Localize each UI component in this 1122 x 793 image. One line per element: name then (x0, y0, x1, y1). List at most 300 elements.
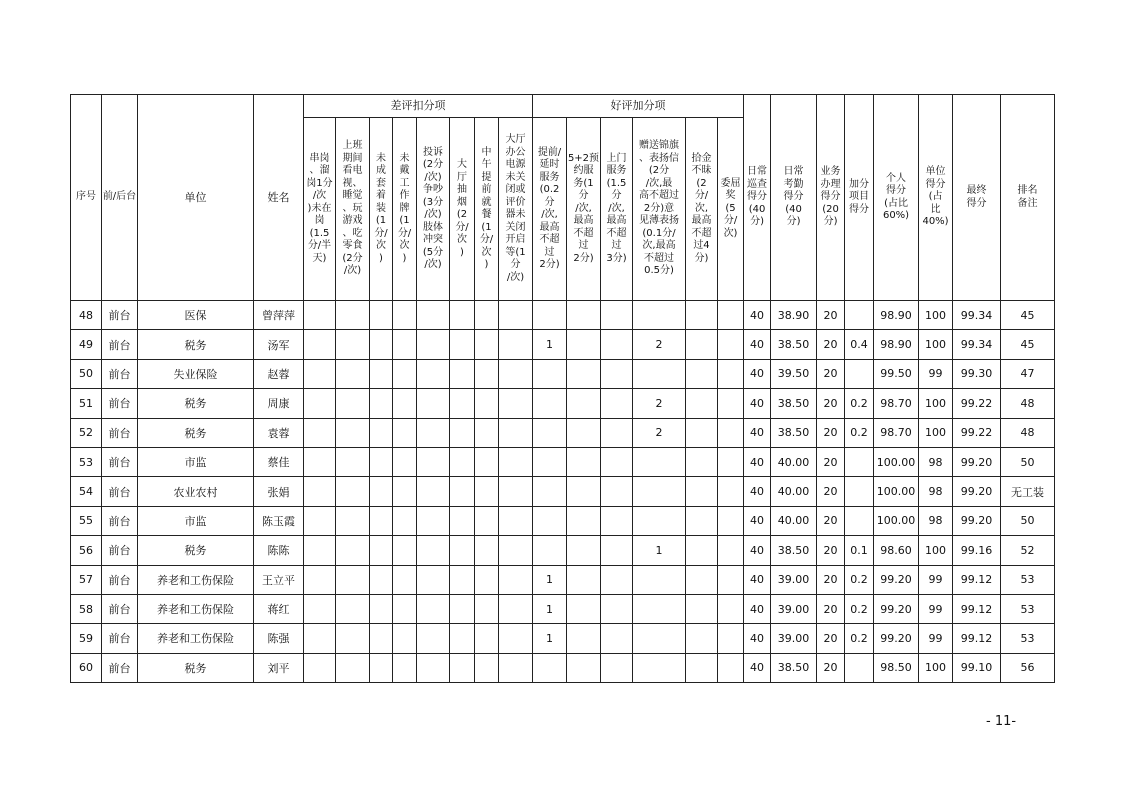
cell-bonus-pennant (633, 565, 686, 594)
cell-bonus-pennant (633, 477, 686, 506)
cell-front-back: 前台 (102, 330, 138, 359)
cell-seq: 57 (71, 565, 102, 594)
cell-penalty (393, 506, 417, 535)
cell-penalty (499, 301, 533, 330)
header-bonus-points: 加分 项目 得分 (845, 95, 874, 301)
header-unit: 单位 (138, 95, 254, 301)
cell-penalty (417, 477, 450, 506)
cell-penalty (304, 565, 336, 594)
table-row (71, 624, 1055, 653)
cell-personal-score: 98.70 (874, 389, 919, 418)
cell-seq: 53 (71, 447, 102, 476)
cell-personal-score: 98.90 (874, 301, 919, 330)
cell-bonus-points (845, 506, 874, 535)
cell-penalty (417, 301, 450, 330)
cell-penalty (304, 418, 336, 447)
cell-penalty (370, 506, 393, 535)
cell-bonus-early-late (533, 301, 567, 330)
cell-bonus (567, 536, 601, 565)
cell-bonus (718, 359, 744, 388)
cell-seq: 59 (71, 624, 102, 653)
cell-daily-attendance: 40.00 (771, 506, 817, 535)
cell-daily-patrol: 40 (744, 624, 771, 653)
cell-bonus (601, 653, 633, 682)
cell-bonus (601, 418, 633, 447)
cell-bonus (567, 477, 601, 506)
cell-final-score: 99.12 (953, 565, 1001, 594)
cell-bonus-points: 0.4 (845, 330, 874, 359)
cell-penalty (336, 506, 370, 535)
cell-bonus (718, 447, 744, 476)
cell-bonus (718, 624, 744, 653)
cell-unit-score: 100 (919, 330, 953, 359)
cell-business: 20 (817, 536, 845, 565)
table-row (71, 477, 1055, 506)
cell-penalty (393, 624, 417, 653)
table-row (71, 536, 1055, 565)
cell-bonus-pennant (633, 594, 686, 623)
cell-bonus (567, 301, 601, 330)
cell-daily-attendance: 39.00 (771, 565, 817, 594)
cell-personal-score: 100.00 (874, 477, 919, 506)
cell-seq: 55 (71, 506, 102, 535)
cell-rank: 50 (1001, 506, 1055, 535)
cell-seq: 49 (71, 330, 102, 359)
cell-daily-attendance: 38.50 (771, 536, 817, 565)
cell-bonus-pennant (633, 624, 686, 653)
cell-penalty (370, 653, 393, 682)
cell-daily-attendance: 38.50 (771, 389, 817, 418)
cell-daily-attendance: 40.00 (771, 447, 817, 476)
cell-unit: 市监 (138, 506, 254, 535)
cell-penalty (417, 359, 450, 388)
cell-bonus-early-late (533, 536, 567, 565)
cell-penalty (304, 389, 336, 418)
table-row (71, 301, 1055, 330)
cell-penalty (475, 506, 499, 535)
cell-bonus-pennant (633, 301, 686, 330)
cell-personal-score: 99.20 (874, 624, 919, 653)
cell-personal-score: 98.60 (874, 536, 919, 565)
cell-unit: 税务 (138, 330, 254, 359)
cell-penalty (499, 389, 533, 418)
cell-penalty (450, 359, 475, 388)
cell-name: 蒋红 (254, 594, 304, 623)
header-daily-patrol: 日常 巡查 得分 (40 分) (744, 95, 771, 301)
cell-final-score: 99.16 (953, 536, 1001, 565)
cell-name: 袁蓉 (254, 418, 304, 447)
cell-unit: 养老和工伤保险 (138, 624, 254, 653)
cell-penalty (304, 330, 336, 359)
cell-bonus (601, 565, 633, 594)
cell-bonus (686, 565, 718, 594)
cell-penalty (393, 565, 417, 594)
cell-penalty (304, 447, 336, 476)
cell-front-back: 前台 (102, 301, 138, 330)
cell-bonus (686, 301, 718, 330)
cell-penalty (370, 536, 393, 565)
cell-penalty (417, 506, 450, 535)
header-bonus-group: 好评加分项 (533, 95, 744, 118)
cell-bonus-early-late (533, 359, 567, 388)
cell-bonus (567, 389, 601, 418)
cell-penalty (499, 447, 533, 476)
cell-front-back: 前台 (102, 359, 138, 388)
cell-business: 20 (817, 301, 845, 330)
cell-bonus-early-late: 1 (533, 330, 567, 359)
header-penalty-item: 串岗 、溜 岗1分 /次 )未在 岗 (1.5 分/半 天) (304, 118, 336, 301)
cell-penalty (417, 565, 450, 594)
cell-penalty (393, 477, 417, 506)
cell-penalty (393, 389, 417, 418)
cell-penalty (475, 565, 499, 594)
cell-penalty (475, 594, 499, 623)
cell-bonus (686, 359, 718, 388)
cell-penalty (475, 653, 499, 682)
header-penalty-item: 大 厅 抽 烟 (2 分/ 次 ) (450, 118, 475, 301)
header-bonus-item: 委屈 奖 (5 分/ 次) (718, 118, 744, 301)
header-bonus-item: 提前/ 延时 服务 (0.2 分 /次, 最高 不超 过 2分) (533, 118, 567, 301)
cell-penalty (475, 477, 499, 506)
cell-penalty (336, 536, 370, 565)
cell-penalty (336, 594, 370, 623)
cell-unit: 养老和工伤保险 (138, 565, 254, 594)
cell-bonus (601, 301, 633, 330)
cell-bonus (686, 653, 718, 682)
cell-penalty (417, 594, 450, 623)
cell-daily-patrol: 40 (744, 330, 771, 359)
cell-rank: 53 (1001, 594, 1055, 623)
cell-bonus-early-late: 1 (533, 594, 567, 623)
cell-penalty (393, 594, 417, 623)
cell-penalty (417, 418, 450, 447)
cell-unit-score: 100 (919, 653, 953, 682)
cell-penalty (393, 301, 417, 330)
cell-seq: 50 (71, 359, 102, 388)
cell-penalty (370, 447, 393, 476)
cell-penalty (393, 330, 417, 359)
cell-personal-score: 99.50 (874, 359, 919, 388)
cell-personal-score: 98.90 (874, 330, 919, 359)
cell-bonus-points: 0.2 (845, 389, 874, 418)
cell-bonus (686, 330, 718, 359)
cell-name: 曾萍萍 (254, 301, 304, 330)
cell-penalty (499, 624, 533, 653)
cell-penalty (370, 624, 393, 653)
header-penalty-group: 差评扣分项 (304, 95, 533, 118)
cell-seq: 51 (71, 389, 102, 418)
cell-final-score: 99.10 (953, 653, 1001, 682)
cell-name: 刘平 (254, 653, 304, 682)
cell-rank: 47 (1001, 359, 1055, 388)
cell-front-back: 前台 (102, 477, 138, 506)
cell-unit-score: 100 (919, 301, 953, 330)
cell-penalty (450, 653, 475, 682)
cell-rank: 45 (1001, 301, 1055, 330)
cell-penalty (499, 477, 533, 506)
cell-penalty (475, 418, 499, 447)
header-rank: 排名 备注 (1001, 95, 1055, 301)
cell-name: 陈强 (254, 624, 304, 653)
cell-penalty (499, 653, 533, 682)
cell-unit-score: 99 (919, 359, 953, 388)
cell-unit: 税务 (138, 418, 254, 447)
table-row (71, 330, 1055, 359)
header-name: 姓名 (254, 95, 304, 301)
cell-penalty (499, 565, 533, 594)
cell-daily-attendance: 39.50 (771, 359, 817, 388)
cell-unit: 税务 (138, 653, 254, 682)
cell-business: 20 (817, 359, 845, 388)
cell-unit: 农业农村 (138, 477, 254, 506)
cell-penalty (336, 447, 370, 476)
cell-penalty (450, 447, 475, 476)
cell-bonus (567, 447, 601, 476)
cell-bonus-pennant: 2 (633, 389, 686, 418)
cell-penalty (370, 389, 393, 418)
cell-final-score: 99.34 (953, 330, 1001, 359)
cell-daily-attendance: 39.00 (771, 594, 817, 623)
cell-daily-attendance: 40.00 (771, 477, 817, 506)
cell-daily-patrol: 40 (744, 447, 771, 476)
cell-penalty (304, 301, 336, 330)
cell-final-score: 99.20 (953, 447, 1001, 476)
cell-business: 20 (817, 624, 845, 653)
cell-unit-score: 99 (919, 565, 953, 594)
cell-rank: 无工装 (1001, 477, 1055, 506)
cell-penalty (304, 506, 336, 535)
cell-penalty (370, 301, 393, 330)
table-row (71, 359, 1055, 388)
table-row (71, 389, 1055, 418)
header-bonus-item: 拾金 不昧 (2 分/ 次, 最高 不超 过4 分) (686, 118, 718, 301)
cell-bonus-points: 0.2 (845, 565, 874, 594)
cell-bonus (601, 389, 633, 418)
header-daily-attendance: 日常 考勤 得分 (40 分) (771, 95, 817, 301)
cell-bonus (567, 330, 601, 359)
cell-bonus (601, 477, 633, 506)
cell-unit: 税务 (138, 536, 254, 565)
cell-bonus-pennant: 2 (633, 418, 686, 447)
cell-bonus (601, 447, 633, 476)
cell-bonus-points: 0.2 (845, 594, 874, 623)
cell-penalty (450, 594, 475, 623)
cell-bonus (718, 418, 744, 447)
cell-penalty (304, 624, 336, 653)
cell-final-score: 99.34 (953, 301, 1001, 330)
cell-unit-score: 98 (919, 477, 953, 506)
cell-bonus-points: 0.1 (845, 536, 874, 565)
cell-bonus-pennant (633, 447, 686, 476)
cell-penalty (336, 418, 370, 447)
cell-penalty (304, 359, 336, 388)
cell-name: 陈陈 (254, 536, 304, 565)
cell-bonus (686, 447, 718, 476)
cell-name: 赵蓉 (254, 359, 304, 388)
cell-daily-patrol: 40 (744, 506, 771, 535)
cell-unit-score: 99 (919, 594, 953, 623)
cell-penalty (336, 565, 370, 594)
cell-personal-score: 100.00 (874, 506, 919, 535)
cell-penalty (370, 594, 393, 623)
cell-daily-patrol: 40 (744, 359, 771, 388)
cell-daily-patrol: 40 (744, 418, 771, 447)
cell-bonus (567, 359, 601, 388)
cell-bonus-early-late (533, 418, 567, 447)
cell-bonus (718, 301, 744, 330)
cell-penalty (370, 330, 393, 359)
cell-front-back: 前台 (102, 565, 138, 594)
cell-penalty (336, 389, 370, 418)
header-seq: 序号 (71, 95, 102, 301)
cell-daily-patrol: 40 (744, 536, 771, 565)
cell-penalty (370, 565, 393, 594)
cell-bonus (686, 536, 718, 565)
cell-bonus-points (845, 301, 874, 330)
cell-business: 20 (817, 594, 845, 623)
cell-penalty (450, 506, 475, 535)
cell-bonus-early-late (533, 653, 567, 682)
cell-name: 蔡佳 (254, 447, 304, 476)
cell-penalty (450, 536, 475, 565)
cell-business: 20 (817, 653, 845, 682)
header-personal-score: 个人 得分 (占比 60%) (874, 95, 919, 301)
cell-seq: 60 (71, 653, 102, 682)
cell-unit-score: 100 (919, 536, 953, 565)
cell-penalty (336, 653, 370, 682)
cell-bonus (686, 594, 718, 623)
cell-personal-score: 98.70 (874, 418, 919, 447)
cell-final-score: 99.22 (953, 418, 1001, 447)
header-penalty-item: 上班 期间 看电 视、 睡觉 、玩 游戏 、吃 零食 (2分 /次) (336, 118, 370, 301)
cell-penalty (393, 536, 417, 565)
cell-penalty (417, 624, 450, 653)
table-row (71, 653, 1055, 682)
cell-penalty (304, 536, 336, 565)
cell-penalty (475, 330, 499, 359)
cell-unit-score: 98 (919, 506, 953, 535)
cell-bonus-early-late (533, 506, 567, 535)
cell-penalty (450, 565, 475, 594)
cell-unit-score: 98 (919, 447, 953, 476)
cell-bonus (718, 565, 744, 594)
cell-penalty (417, 653, 450, 682)
table-row (71, 418, 1055, 447)
cell-name: 王立平 (254, 565, 304, 594)
cell-name: 陈玉霞 (254, 506, 304, 535)
cell-bonus (601, 359, 633, 388)
cell-bonus (686, 389, 718, 418)
cell-final-score: 99.12 (953, 624, 1001, 653)
cell-penalty (304, 594, 336, 623)
cell-penalty (336, 359, 370, 388)
cell-penalty (417, 330, 450, 359)
cell-penalty (450, 418, 475, 447)
cell-bonus (718, 330, 744, 359)
cell-front-back: 前台 (102, 447, 138, 476)
cell-bonus-early-late (533, 389, 567, 418)
table-row (71, 447, 1055, 476)
cell-penalty (336, 301, 370, 330)
cell-bonus (718, 653, 744, 682)
cell-personal-score: 99.20 (874, 594, 919, 623)
cell-bonus-early-late (533, 477, 567, 506)
cell-daily-patrol: 40 (744, 653, 771, 682)
cell-penalty (499, 359, 533, 388)
cell-front-back: 前台 (102, 418, 138, 447)
cell-unit: 市监 (138, 447, 254, 476)
cell-business: 20 (817, 389, 845, 418)
cell-penalty (499, 418, 533, 447)
cell-bonus-pennant (633, 359, 686, 388)
header-unit-score: 单位 得分 (占 比 40%) (919, 95, 953, 301)
header-penalty-item: 投诉 (2分 /次) 争吵 (3分 /次) 肢体 冲突 (5分 /次) (417, 118, 450, 301)
cell-penalty (475, 536, 499, 565)
cell-penalty (370, 477, 393, 506)
cell-business: 20 (817, 477, 845, 506)
cell-bonus (601, 624, 633, 653)
cell-bonus (686, 418, 718, 447)
cell-final-score: 99.20 (953, 506, 1001, 535)
cell-daily-patrol: 40 (744, 389, 771, 418)
cell-front-back: 前台 (102, 389, 138, 418)
cell-rank: 56 (1001, 653, 1055, 682)
cell-front-back: 前台 (102, 506, 138, 535)
cell-personal-score: 98.50 (874, 653, 919, 682)
header-front-back: 前/后台 (102, 95, 138, 301)
cell-final-score: 99.22 (953, 389, 1001, 418)
cell-bonus (718, 389, 744, 418)
cell-penalty (450, 301, 475, 330)
cell-bonus (601, 330, 633, 359)
header-bonus-item: 上门 服务 (1.5 分 /次, 最高 不超 过 3分) (601, 118, 633, 301)
cell-seq: 52 (71, 418, 102, 447)
cell-unit-score: 100 (919, 418, 953, 447)
cell-business: 20 (817, 330, 845, 359)
cell-name: 周康 (254, 389, 304, 418)
cell-business: 20 (817, 506, 845, 535)
cell-penalty (450, 330, 475, 359)
table-row (71, 565, 1055, 594)
cell-unit: 医保 (138, 301, 254, 330)
cell-bonus (718, 477, 744, 506)
cell-bonus (601, 594, 633, 623)
cell-penalty (370, 418, 393, 447)
cell-bonus (718, 506, 744, 535)
cell-unit: 税务 (138, 389, 254, 418)
cell-front-back: 前台 (102, 594, 138, 623)
cell-penalty (499, 506, 533, 535)
cell-bonus (686, 506, 718, 535)
cell-bonus (686, 624, 718, 653)
cell-bonus (567, 418, 601, 447)
cell-final-score: 99.20 (953, 477, 1001, 506)
cell-bonus-early-late: 1 (533, 565, 567, 594)
cell-rank: 48 (1001, 418, 1055, 447)
cell-business: 20 (817, 447, 845, 476)
cell-name: 张娟 (254, 477, 304, 506)
header-penalty-item: 未 戴 工 作 牌 (1 分/ 次 ) (393, 118, 417, 301)
cell-daily-attendance: 38.50 (771, 418, 817, 447)
cell-rank: 50 (1001, 447, 1055, 476)
cell-bonus-pennant: 1 (633, 536, 686, 565)
cell-penalty (450, 477, 475, 506)
cell-bonus-points: 0.2 (845, 418, 874, 447)
cell-bonus (567, 565, 601, 594)
cell-bonus (567, 624, 601, 653)
cell-bonus (567, 653, 601, 682)
cell-daily-attendance: 39.00 (771, 624, 817, 653)
